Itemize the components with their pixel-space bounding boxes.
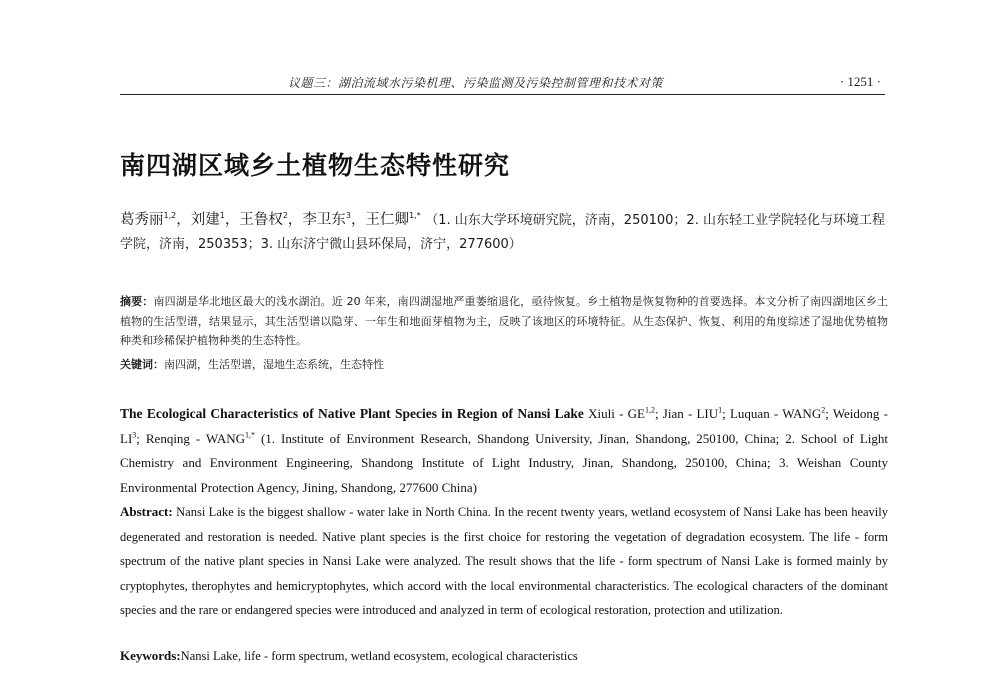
chinese-keywords-text: 南四湖，生活型谱，湿地生态系统，生态特性 xyxy=(164,358,384,371)
english-abstract-text: Nansi Lake is the biggest shallow - water lake in North China. In the recent twenty years, wetland ecosystem of Nansi Lake has been heavily degenerated and restoration is needed. Native plant species is the first choice for restoring the vegetation of degradation ecosystem. The life - form spectrum of the native plant species in Nansi Lake were analyzed. The result shows that the life - form spectrum of Nansi Lake is formed mainly by cryptophytes, therophytes and hemicryptophytes, which accord with the local environmental characteristics. The ecological characters of the dominant species and the rare or endangered species were introduced and analyzed in term of ecological restoration, protection and utilization. xyxy=(120,505,888,617)
chinese-keywords-label: 关键词： xyxy=(120,358,164,371)
author-superscript: 2 xyxy=(282,211,288,221)
english-author: Jian - LIU xyxy=(662,406,719,421)
running-header xyxy=(120,72,885,95)
english-author: Weidong - LI xyxy=(120,406,888,446)
author-superscript: 1,* xyxy=(409,211,421,221)
chinese-abstract-text: 南四湖是华北地区最大的浅水湖泊。近 20 年来，南四湖湿地严重萎缩退化，亟待恢复。乡土植物是恢复物种的首要选择。本文分析了南四湖地区乡土植物的生活型谱，结果显示，其生活型谱以隐芽、一年生和地面芽植物为主，反映了该地区的环境特征。从生态保护、恢复、利用的角度综述了湿地优势植物种类和珍稀保护植物种类的生态特性。 xyxy=(120,295,888,347)
english-title: The Ecological Characteristics of Native Plant Species in Region of Nansi Lake xyxy=(120,406,584,421)
english-affiliations: (1. Institute of Environment Research, Shandong University, Jinan, Shandong, 250100, China; 2. School of Light Chemistry and Environment Engineering, Shandong Institute of Light Industry, Jinan, Shandong, 250100, China; 3. Weishan County Environmental Protection Agency, Jining, Shandong, 277600 China) xyxy=(120,430,888,495)
author-separator: ， xyxy=(224,212,240,228)
chinese-author: 李卫东 xyxy=(302,212,346,228)
author-superscript: 1,2 xyxy=(644,405,655,415)
chinese-keywords xyxy=(120,356,888,374)
chinese-abstract-label: 摘要： xyxy=(120,295,154,308)
english-keywords xyxy=(120,646,888,666)
chinese-affiliations: （1. 山东大学环境研究院，济南，250100；2. 山东轻工业学院轻化与环境工程学院，济南，250353；3. 山东济宁微山县环保局，济宁，277600） xyxy=(120,213,885,252)
author-superscript: 1,2 xyxy=(163,211,177,221)
english-abstract-label: Abstract: xyxy=(120,504,173,519)
author-superscript: 1 xyxy=(219,211,225,221)
author-separator: ; xyxy=(654,406,663,421)
chinese-authors xyxy=(120,208,888,257)
english-title-block xyxy=(120,402,888,500)
chinese-author: 王仁卿 xyxy=(365,212,410,228)
author-superscript: 2 xyxy=(821,405,826,415)
author-separator: ; xyxy=(825,406,833,421)
english-author: Xiuli - GE xyxy=(588,406,645,421)
chinese-title: 南四湖区域乡土植物生态特性研究 xyxy=(120,151,511,180)
author-superscript: 3 xyxy=(345,211,352,221)
author-separator: ， xyxy=(176,212,191,228)
chinese-author-list xyxy=(120,212,425,228)
chinese-author: 刘建 xyxy=(190,212,220,228)
english-author: Renqing - WANG xyxy=(145,430,245,446)
author-superscript: 1,* xyxy=(244,430,255,440)
author-separator: ， xyxy=(351,212,366,228)
author-separator: ， xyxy=(287,212,303,228)
author-superscript: 1 xyxy=(718,405,723,415)
author-separator: ; xyxy=(722,406,730,421)
english-keywords-label: Keywords: xyxy=(120,648,181,663)
author-separator: ; xyxy=(136,430,146,446)
page-number: · 1251 · xyxy=(839,74,881,89)
author-superscript: 3 xyxy=(132,430,137,440)
english-abstract xyxy=(120,500,888,623)
running-header-title: 议题三：湖泊流域水污染机理、污染监测及污染控制管理和技术对策 xyxy=(288,76,664,90)
english-keywords-text: Nansi Lake, life - form spectrum, wetland ecosystem, ecological characteristics xyxy=(180,649,578,663)
english-author: Luquan - WANG xyxy=(729,406,822,421)
chinese-abstract xyxy=(120,292,888,351)
chinese-author: 王鲁权 xyxy=(239,212,283,228)
chinese-author: 葛秀丽 xyxy=(120,212,164,228)
